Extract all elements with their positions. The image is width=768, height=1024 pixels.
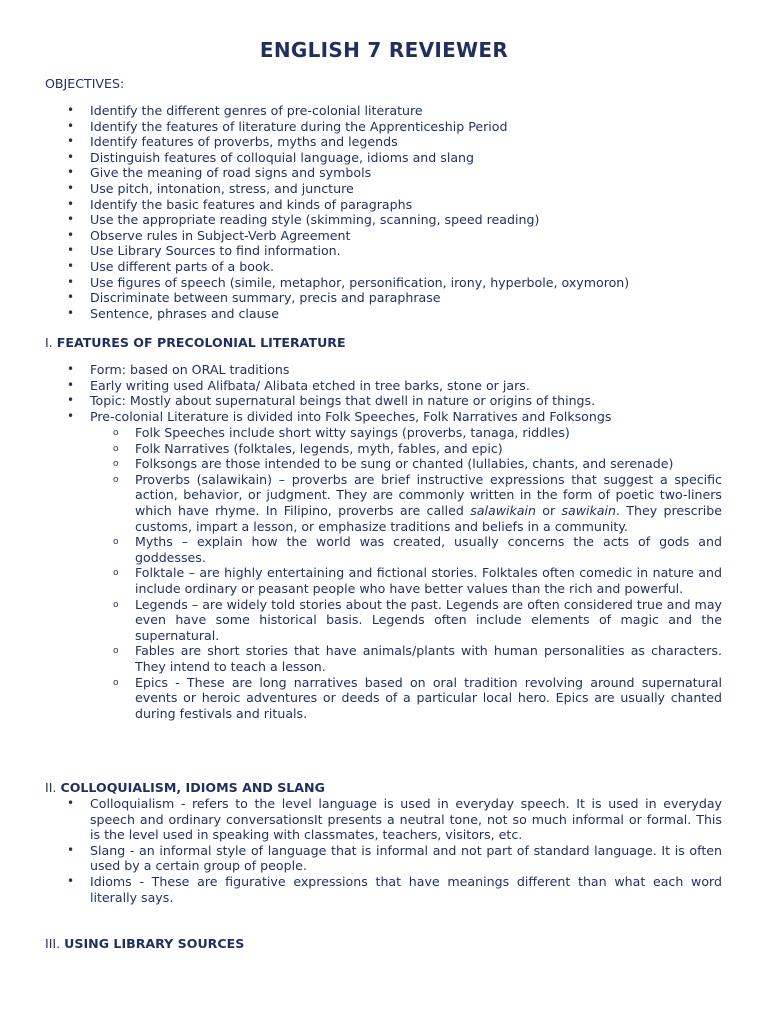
section-title: USING LIBRARY SOURCES [64, 936, 245, 951]
section-1-list [67, 362, 722, 424]
objectives-label: OBJECTIVES: [45, 76, 125, 91]
section-1-heading [45, 335, 346, 351]
section-numeral: III. [45, 936, 61, 951]
list-item: • Identify the features of literature during the Apprenticeship Period [67, 119, 722, 135]
sublist-item-folktale: o Folktale – are highly entertaining and fictional stories. Folktales often comedic in nature and include ordinary or peasant people who have better values than the rich and powerful. [113, 565, 722, 596]
section-3-heading [45, 936, 244, 952]
list-item: • Form: based on ORAL traditions [67, 362, 722, 378]
list-item: • Topic: Mostly about supernatural beings that dwell in nature or origins of things. [67, 393, 722, 409]
objectives-list [67, 103, 722, 321]
list-item: • Observe rules in Subject-Verb Agreement [67, 228, 722, 244]
section-title: COLLOQUIALISM, IDIOMS AND SLANG [60, 780, 325, 795]
sublist-item-folk-narratives: o Folk Narratives (folktales, legends, myth, fables, and epic) [113, 441, 722, 457]
list-item: • Slang - an informal style of language that is informal and not part of standard language. It is often used by a certain group of people. [67, 843, 722, 874]
section-1-sublist [113, 425, 722, 721]
section-numeral: II. [45, 780, 57, 795]
proverbs-term-salawikain: salawikain [470, 502, 536, 518]
list-item: • Use different parts of a book. [67, 259, 722, 275]
sublist-item-myths: o Myths – explain how the world was created, usually concerns the acts of gods and goddesses. [113, 534, 722, 565]
list-item: • Use figures of speech (simile, metaphor, personification, irony, hyperbole, oxymoron) [67, 275, 722, 291]
section-numeral: I. [45, 335, 53, 350]
list-item: • Use pitch, intonation, stress, and juncture [67, 181, 722, 197]
sublist-item-legends: o Legends – are widely told stories about the past. Legends are often considered true and may even have some historical basis. Legends often include elements of magic and the supernatural. [113, 597, 722, 644]
list-item: • Identify features of proverbs, myths and legends [67, 134, 722, 150]
list-item: • Pre-colonial Literature is divided into Folk Speeches, Folk Narratives and Folksongs [67, 409, 722, 425]
document-title: ENGLISH 7 REVIEWER [259, 38, 509, 62]
sublist-item-folk-speeches: o Folk Speeches include short witty sayings (proverbs, tanaga, riddles) [113, 425, 722, 441]
section-2-list [67, 796, 722, 905]
list-item: • Early writing used Alifbata/ Alibata etched in tree barks, stone or jars. [67, 378, 722, 394]
list-item: • Distinguish features of colloquial language, idioms and slang [67, 150, 722, 166]
list-item: • Use Library Sources to find information. [67, 243, 722, 259]
sublist-item-proverbs [113, 472, 722, 534]
list-item: • Colloquialism - refers to the level language is used in everyday speech. It is used in everyday speech and ordinary conversationsIt presents a neutral tone, not so much informal or formal. This is the level used in speaking with classmates, teachers, visitors, etc. [67, 796, 722, 843]
sublist-item-epics: o Epics - These are long narratives based on oral tradition revolving around supernatural events or heroic adventures or deeds of a particular local hero. Epics are usually chanted during festivals and rituals. [113, 675, 722, 722]
list-item: • Use the appropriate reading style (skimming, scanning, speed reading) [67, 212, 722, 228]
proverbs-term-sawikain: sawikain [561, 502, 617, 518]
list-item: • Identify the different genres of pre-colonial literature [67, 103, 722, 119]
list-item: • Sentence, phrases and clause [67, 306, 722, 322]
sublist-item-folksongs: o Folksongs are those intended to be sung or chanted (lullabies, chants, and serenade) [113, 456, 722, 472]
proverbs-text: . They prescribe customs, impart a lesson, or emphasize traditions and beliefs in a community. [135, 502, 722, 534]
sublist-item-fables: o Fables are short stories that have animals/plants with human personalities as characters. They intend to teach a lesson. [113, 643, 722, 674]
list-item: • Discriminate between summary, precis and paraphrase [67, 290, 722, 306]
list-item: • Identify the basic features and kinds of paragraphs [67, 197, 722, 213]
section-title: FEATURES OF PRECOLONIAL LITERATURE [56, 335, 346, 350]
section-2-heading [45, 780, 325, 796]
proverbs-text: or [536, 502, 562, 518]
list-item: • Idioms - These are figurative expressions that have meanings different than what each word literally says. [67, 874, 722, 905]
proverbs-text: Proverbs (salawikain) – proverbs are brief instructive expressions that suggest a specific action, behavior, or judgment. They are commonly written in the form of poetic two-liners which have rhyme. In Filipino, proverbs are called [135, 471, 722, 518]
list-item: • Give the meaning of road signs and symbols [67, 165, 722, 181]
